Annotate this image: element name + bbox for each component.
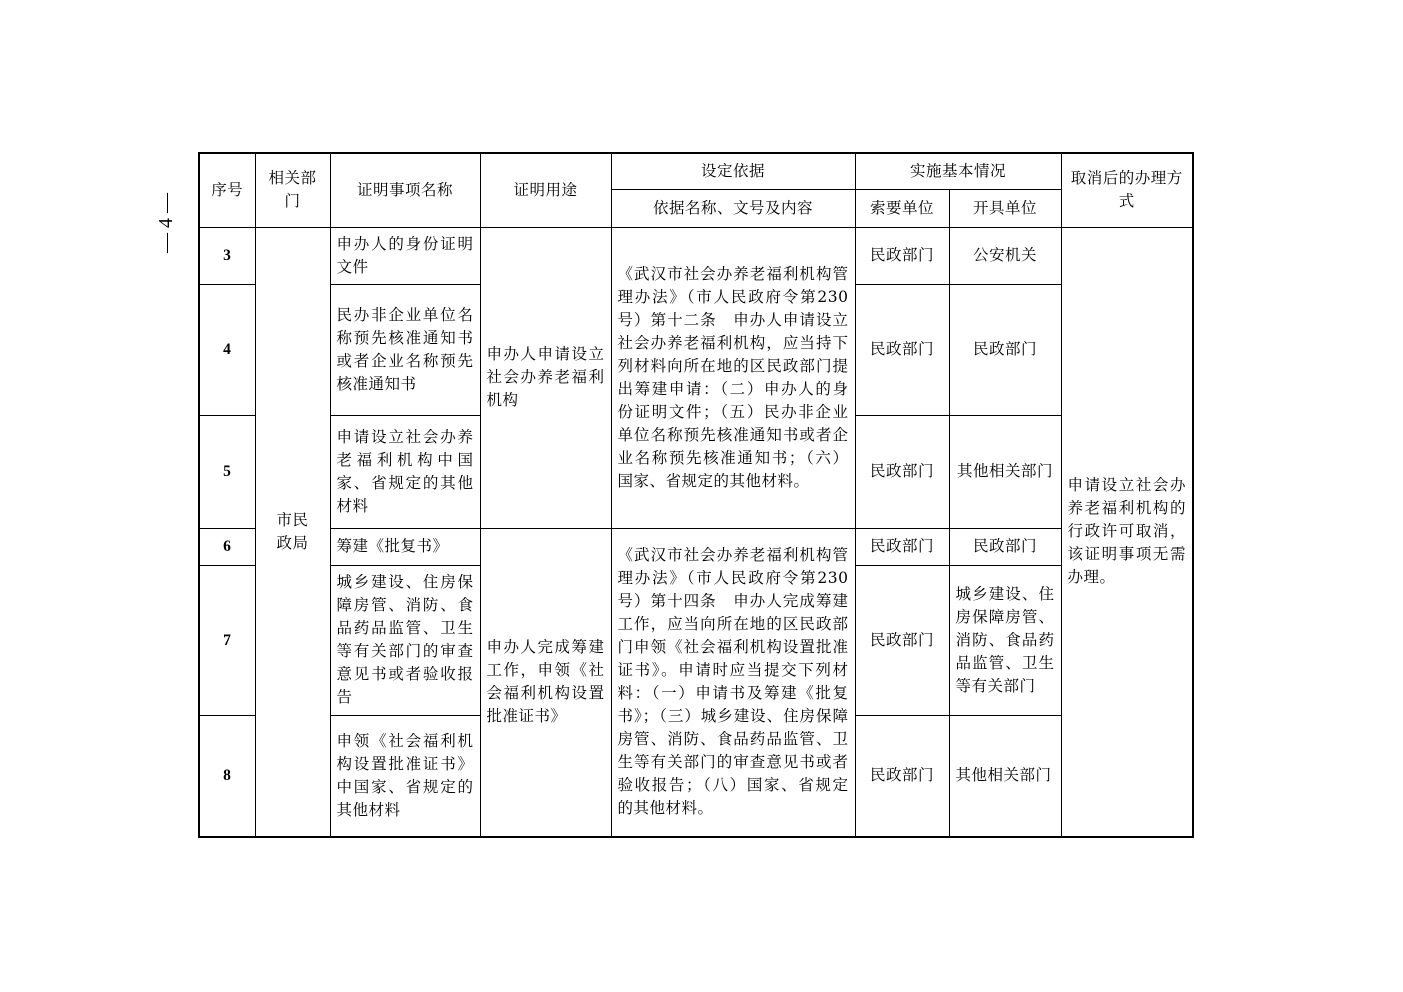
dept-cell: 市民政局: [255, 227, 330, 837]
header-row: [199, 153, 1193, 189]
issue-unit: 民政部门: [949, 284, 1061, 415]
after-cancel-cell: 申请设立社会办养老福利机构的行政许可取消，该证明事项无需办理。: [1061, 227, 1193, 837]
req-unit: 民政部门: [855, 528, 949, 565]
row-seq: 3: [199, 227, 255, 284]
item-name: 申请设立社会办养老福利机构中国家、省规定的其他材料: [330, 415, 480, 528]
row-seq: 7: [199, 565, 255, 715]
header-impl: 实施基本情况: [855, 153, 1061, 189]
purpose-cell: 申办人申请设立社会办养老福利机构: [480, 227, 611, 528]
issue-unit: 城乡建设、住房保障房管、消防、食品药品监管、卫生等有关部门: [949, 565, 1061, 715]
page-number: — 4 —: [155, 193, 177, 253]
header-seq: 序号: [199, 153, 255, 227]
req-unit: 民政部门: [855, 415, 949, 528]
item-name: 筹建《批复书》: [330, 528, 480, 565]
item-name: 城乡建设、住房保障房管、消防、食品药品监管、卫生等有关部门的审查意见书或者验收报告: [330, 565, 480, 715]
header-purpose: 证明用途: [480, 153, 611, 227]
row-seq: 8: [199, 715, 255, 837]
header-after-cancel: 取消后的办理方式: [1061, 153, 1193, 227]
issue-unit: 公安机关: [949, 227, 1061, 284]
item-name: 民办非企业单位名称预先核准通知书或者企业名称预先核准通知书: [330, 284, 480, 415]
issue-unit: 民政部门: [949, 528, 1061, 565]
table-row: [199, 528, 1193, 565]
header-basis-sub: 依据名称、文号及内容: [611, 189, 855, 227]
header-basis: 设定依据: [611, 153, 855, 189]
certificate-table: [198, 152, 1194, 838]
item-name: 申办人的身份证明文件: [330, 227, 480, 284]
req-unit: 民政部门: [855, 715, 949, 837]
row-seq: 6: [199, 528, 255, 565]
header-item-name: 证明事项名称: [330, 153, 480, 227]
basis-cell: 《武汉市社会办养老福利机构管理办法》（市人民政府令第230号）第十二条 申办人申请设立社会办养老福利机构，应当持下列材料向所在地的区民政部门提出筹建申请：（二）申办人的身份证明文件；（五）民办非企业单位名称预先核准通知书或者企业名称预先核准通知书；（六）国家、省规定的其他材料。: [611, 227, 855, 528]
header-issue-unit: 开具单位: [949, 189, 1061, 227]
req-unit: 民政部门: [855, 565, 949, 715]
header-dept: 相关部门: [255, 153, 330, 227]
issue-unit: 其他相关部门: [949, 415, 1061, 528]
header-req-unit: 索要单位: [855, 189, 949, 227]
item-name: 申领《社会福利机构设置批准证书》中国家、省规定的其他材料: [330, 715, 480, 837]
issue-unit: 其他相关部门: [949, 715, 1061, 837]
basis-cell: 《武汉市社会办养老福利机构管理办法》（市人民政府令第230号）第十四条 申办人完成筹建工作，应当向所在地的区民政部门申领《社会福利机构设置批准证书》。申请时应当提交下列材料：（一）申请书及筹建《批复书》；（三）城乡建设、住房保障房管、消防、食品药品监管、卫生等有关部门的审查意见书或者验收报告；（八）国家、省规定的其他材料。: [611, 528, 855, 837]
table-row: [199, 227, 1193, 284]
purpose-cell: 申办人完成筹建工作，申领《社会福利机构设置批准证书》: [480, 528, 611, 837]
req-unit: 民政部门: [855, 284, 949, 415]
row-seq: 4: [199, 284, 255, 415]
req-unit: 民政部门: [855, 227, 949, 284]
row-seq: 5: [199, 415, 255, 528]
